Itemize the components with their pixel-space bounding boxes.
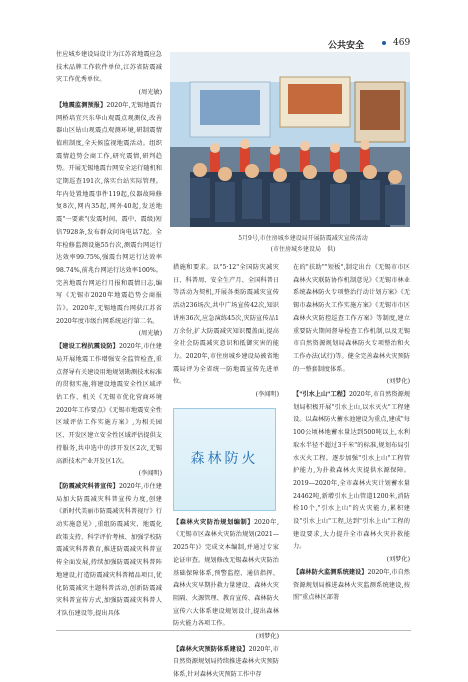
article-paragraph: 在的"扶助""短板",制定出台《无锡市市区森林火灾联防协作机制意见》《无锡市林业系统森林防火专项整治行动计划方案》《无锡市森林防火工作实施方案》《无锡市市区森林火灾防控巡查工作方案》等制度,建立重要防火期间督导检查工作机制,以及无锡市自然资源规划局森林防火专项整治和火工作办法(试行)等。健全完善森林火灾预防的一整套制度体系。	[293, 264, 410, 373]
source-credit: (刘梦化)	[255, 633, 279, 641]
page-number: 469	[393, 38, 411, 48]
article-heading: 【森林防火监测系统建设】	[293, 568, 368, 576]
article-heading: 【"引水上山"工程】	[293, 391, 349, 399]
source-credit: (周光敏)	[138, 330, 162, 338]
article-body: 2020年,市自然资源规划局推进森林火灾监测系统建设,按照"重点林区部署	[293, 568, 410, 602]
article-paragraph	[293, 567, 410, 605]
article-body: 2020年,《无锡市区森林火灾防治规划(2021—2025年)》完成文本编制,并通过专家论证审查。规划修改无锡森林火灾防治基础保障体系,预警监控、通信指挥、森林火灾早期扑救力量建设、森林火灾阻隔、火源管理、教育宣传、森林防火宣传六大体系建设规划设计,提出森林防火能力各项工作。	[173, 518, 280, 628]
middle-column	[173, 262, 279, 682]
event-photo	[170, 52, 410, 227]
article-heading: 【森林火灾防治规划编制】	[173, 518, 254, 526]
article-paragraph: 住应城乡建设局设计为江苏省地震应急技术品牌工作软件单位,江苏省防震减灾工作优秀单位。	[56, 51, 162, 84]
article-paragraph	[293, 389, 410, 554]
article-paragraph	[173, 517, 279, 631]
section-title: 公共安全	[328, 41, 365, 51]
bottom-rule	[56, 630, 411, 631]
source-credit: (周光敏)	[138, 89, 162, 97]
article-body: 2020年,市住建局加大防震减灾科普宣传力度,创建《新时代美丽市防震减灾科普视厅》行动实施意见》,重组防震减灾、地震化政策支持、科学评价考核、加强学校防震减灾科普教育,推进防震减灾科普宣传全面发展,持续加强防震减灾科普阵地建设,打造防震减灾科普精品项目,优化防震减灾主题科普活动,创新防震减灾科普宣传方式,加强防震减灾科普人才队伍建设等,提出具体	[56, 482, 162, 617]
article-heading: 【地震监测预报】	[56, 101, 107, 109]
section-box-forest-fire	[173, 408, 276, 511]
article-paragraph	[56, 100, 162, 329]
left-column	[56, 49, 162, 621]
article-body: 2020年,市自然资源规划局积极开展"引水上山,以水灭火"工程建设。以森林防火蓄水池建设为重点,建成"每100公顷林地蓄水量达到500吨以上,水利取水半径不超过3千米"的标准,规划布局引水灭火工程。逐步加强"引水上山"工程管护能力,为扑救森林火灾提供水源保障。2019—2020年,全市森林火灾计划蓄水量24462吨,新增引水上山管道1200米,消防栓10个,"引水上山"的火灾能力,累积建设"引水上山"工程,达到"引水上山"工程的建设要求,大力提升全市森林火灾扑救能力。	[293, 391, 411, 551]
exhibition-photo-illustration	[170, 52, 410, 227]
photo-caption-text: 5月9号,市住房城乡建设局开展防震减灾宣传活动 (市住房城乡建设局 供)	[238, 235, 368, 253]
article-body: 2020年,市住建局开展地震工作增强安全监管检查,重点督导有关建设用地规划勘测技术标准的贯彻实施,将建设地震安全性区域评估工作、机关《无锡市优化营商环境2020年工作要点》《无锡市地震安全性区域评估工作实施方案》,为相关园区、开发区建立安全性区域评估提供支持服务,共申选中的涉开发区2次,无锡高新技术产业开发区1次。	[56, 343, 162, 465]
article-paragraph	[56, 481, 162, 621]
article-heading: 【防震减灾科普宣传】	[56, 482, 119, 490]
article-heading: 【建设工程抗震设防】	[56, 343, 119, 351]
article-paragraph: 措施和要求。以"5·12"全国防灾减灾日、科普周、安全生产月、全国科普日等活动为契机,开展各类防震减灾宣传活动236场次,共中广场宣传42次,知识讲座36次,应急演练45次,灾防宣传品1万余份,扩大防震减灾知识覆盖面,提高全社会防震减灾意识和抵御灾害的能力。2020年,市住房城乡建设局被省地震局评为全省统一防地震宣传先进单位。	[173, 264, 279, 386]
source-credit: (刘梦化)	[386, 556, 410, 564]
article-body: 2020年,无锡地震台网桥培宜兴东华山观震点观测仪,改善器山区钻山观震点观测环境,研制震情值班制度,全天候监视地震活动。组织震情趋势会商工作,研究震情,研判趋势。开展无锡地震台网安全运行随机和定期巡查191次,落实台站实际管理。年内处置地震事件119起,仪器故障修复8次,网内35起,网外40起,发送地震"一要素"(发震时间、震中、震级)短信7928条,发布群众问询电话7起。全年检修监测设施55台次,测震台网运行达效率99.75%,强震台网运行达效率98.74%,前兆台网运行达效率100%。完善地震台网运行月报和震情日志,编写《无锡市2020年地震趋势会商报告》。2020年,无锡地震台网获江苏省2020年度市级台网系统运行第二名。	[56, 101, 163, 325]
source-credit: (李闻明)	[255, 391, 279, 399]
photo-caption	[188, 233, 418, 255]
article-body: 2020年,市自然资源规划局持续推进森林火灾预防体系,针对森林火灾预防工作中存	[173, 645, 279, 679]
right-column	[293, 262, 410, 605]
header-dot	[382, 41, 386, 45]
section-box-title: 森林防火	[190, 450, 259, 467]
article-paragraph	[173, 644, 279, 682]
article-paragraph	[56, 341, 162, 468]
article-heading: 【森林火灾预防体系建设】	[173, 645, 249, 653]
source-credit: (刘梦化)	[386, 378, 410, 386]
source-credit: (李闻明)	[138, 470, 162, 478]
